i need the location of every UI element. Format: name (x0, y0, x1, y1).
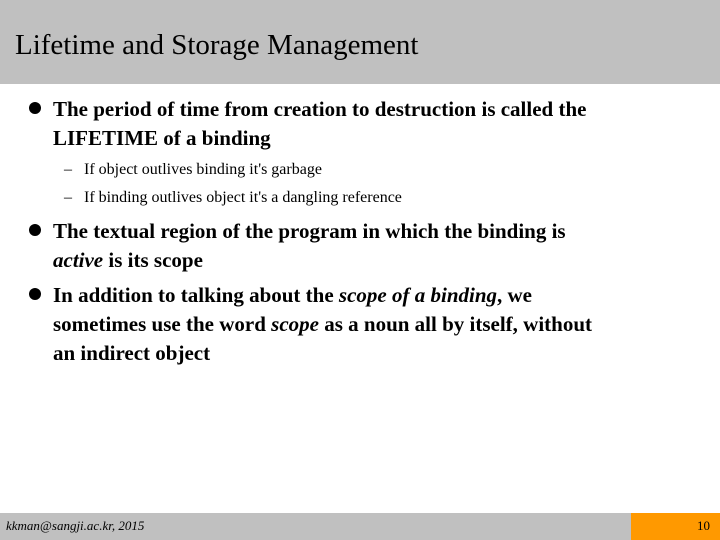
sub-bullet-2: If binding outlives object it's a dangling reference (84, 189, 402, 206)
sub-bullet-1: If object outlives binding it's garbage (84, 161, 322, 178)
bullet-3-line-3: an indirect object (53, 341, 211, 365)
bullet-3-line-2 (53, 310, 693, 339)
bullet-1 (53, 95, 693, 153)
emphasis-scope-of-binding: scope of a binding (338, 283, 498, 307)
emphasis-scope: scope (271, 312, 319, 336)
page-number: 10 (697, 518, 710, 533)
emphasis-active: active (53, 248, 104, 272)
bullet-3-line-2-b: as a noun all by itself, without (318, 312, 593, 336)
bullet-3 (53, 281, 693, 368)
slide-title: Lifetime and Storage Management (15, 29, 419, 61)
bullet-2-line-2 (53, 246, 693, 275)
bullet-3-line-1 (53, 281, 693, 310)
bullet-3-line-1-b: , we (497, 283, 533, 307)
bullet-dot-icon (29, 224, 41, 236)
footer-author: kkman@sangji.ac.kr, 2015 (6, 518, 145, 533)
bullet-2 (53, 217, 693, 275)
bullet-2-line-2-rest: is its scope (103, 248, 203, 272)
bullet-dot-icon (29, 288, 41, 300)
bullet-1-line-2: LIFETIME of a binding (53, 126, 271, 150)
bullet-2-line-1: The textual region of the program in which the binding is (53, 219, 566, 243)
sub-bullet-dash: – (64, 189, 72, 206)
bullet-dot-icon (29, 102, 41, 114)
sub-bullet-dash: – (64, 161, 72, 178)
bullet-1-line-1: The period of time from creation to destruction is called the (53, 97, 587, 121)
bullet-3-line-2-a: sometimes use the word (53, 312, 272, 336)
bullet-3-line-1-a: In addition to talking about the (53, 283, 339, 307)
